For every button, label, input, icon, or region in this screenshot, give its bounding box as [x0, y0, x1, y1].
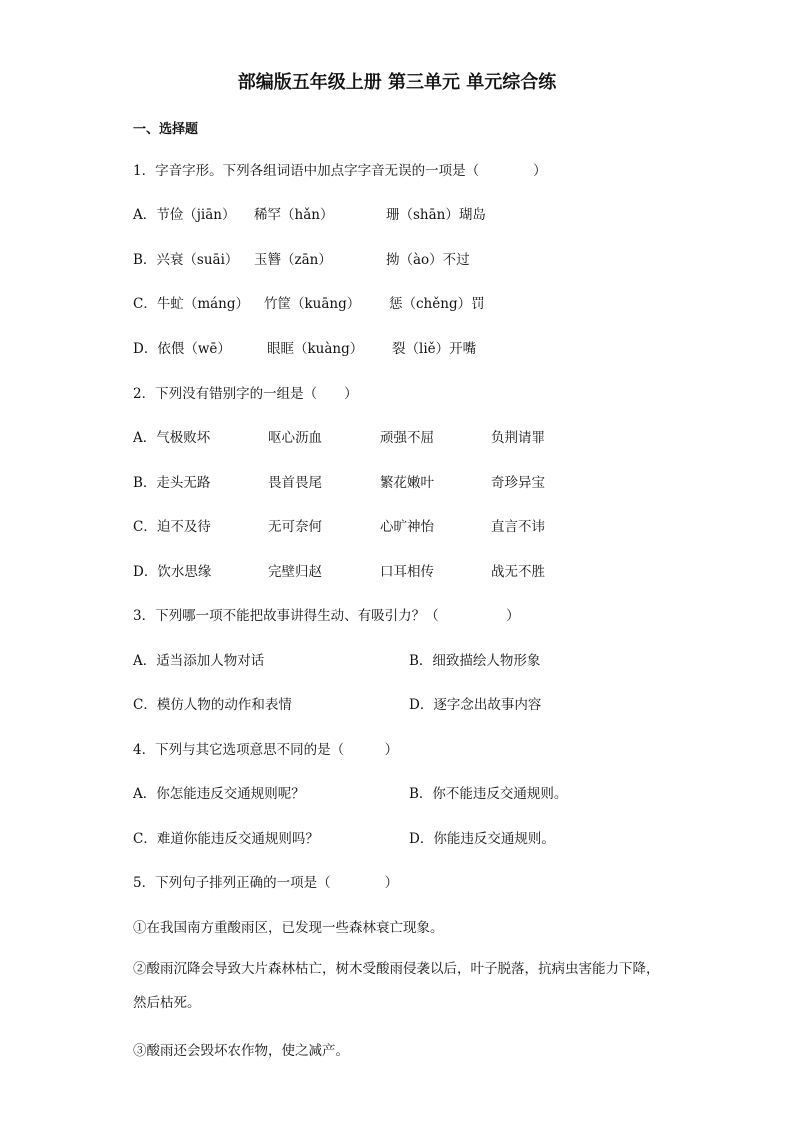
option-text: 完壁归赵: [268, 564, 322, 580]
option-text: 心旷神怡: [380, 519, 434, 535]
option-text: 奇珍异宝: [491, 475, 545, 491]
option-text: B．你不能违反交通规则。: [409, 786, 568, 802]
option-text: B．细致描绘人物形象: [409, 653, 541, 669]
question-5-stem: 5．下列句子排列正确的一项是（ ）: [133, 875, 399, 891]
option-text: 稀罕（hǎn）: [254, 207, 334, 223]
option-text: B．走头无路: [133, 475, 211, 491]
option-text: 顽强不屈: [380, 430, 434, 446]
option-text: B．兴衰（suāi）: [133, 252, 239, 268]
option-text: 拗（ào）不过: [386, 252, 470, 268]
option-text: A．气极败坏: [133, 430, 211, 446]
option-text: 无可奈何: [268, 519, 322, 535]
question-5-sentence-3: ③酸雨还会毁坏农作物，使之减产。: [133, 1043, 349, 1059]
option-text: 呕心沥血: [268, 430, 322, 446]
question-4-stem: 4．下列与其它选项意思不同的是（ ）: [133, 742, 399, 758]
option-text: D．你能违反交通规则。: [409, 831, 555, 847]
option-text: D．饮水思缘: [133, 564, 212, 580]
option-text: 裂（liě）开嘴: [392, 341, 477, 357]
option-text: 直言不讳: [491, 519, 545, 535]
question-1-stem: 1．字音字形。下列各组词语中加点字字音无误的一项是（ ）: [133, 163, 547, 179]
option-text: A．节俭（jiān）: [133, 207, 236, 223]
option-text: A．你怎能违反交通规则呢？: [133, 786, 305, 802]
option-text: C．迫不及待: [133, 519, 211, 535]
option-text: 眼眶（kuàng）: [267, 341, 364, 357]
option-text: A．适当添加人物对话: [133, 653, 265, 669]
option-text: 口耳相传: [380, 564, 434, 580]
option-text: 畏首畏尾: [268, 475, 322, 491]
option-text: 珊（shān）瑚岛: [386, 207, 486, 223]
question-5-sentence-2: ②酸雨沉降会导致大片森林枯亡，树木受酸雨侵袭以后，叶子脱落，抗病虫害能力下降，然后枯死。: [133, 961, 660, 1011]
option-text: D．依偎（wē）: [133, 341, 231, 357]
question-5-sentence-1: ①在我国南方重酸雨区，已发现一些森林衰亡现象。: [133, 920, 444, 936]
option-text: C．模仿人物的动作和表情: [133, 697, 292, 713]
question-2-stem: 2．下列没有错别字的一组是（ ）: [133, 386, 358, 402]
option-text: 玉簪（zān）: [254, 252, 332, 268]
page-title: 部编版五年级上册 第三单元 单元综合练: [237, 72, 557, 93]
option-text: C．难道你能违反交通规则吗？: [133, 831, 319, 847]
option-text: 惩（chěng）罚: [389, 296, 485, 312]
section-heading: 一、选择题: [133, 122, 199, 137]
question-3-stem: 3．下列哪一项不能把故事讲得生动、有吸引力？（ ）: [133, 608, 520, 624]
option-text: D．逐字念出故事内容: [409, 697, 542, 713]
option-text: 负荆请罪: [491, 430, 545, 446]
option-text: 竹筐（kuāng）: [264, 296, 361, 312]
option-text: 繁花嫩叶: [380, 475, 434, 491]
option-text: 战无不胜: [491, 564, 545, 580]
option-text: C．牛虻（máng）: [133, 296, 250, 312]
